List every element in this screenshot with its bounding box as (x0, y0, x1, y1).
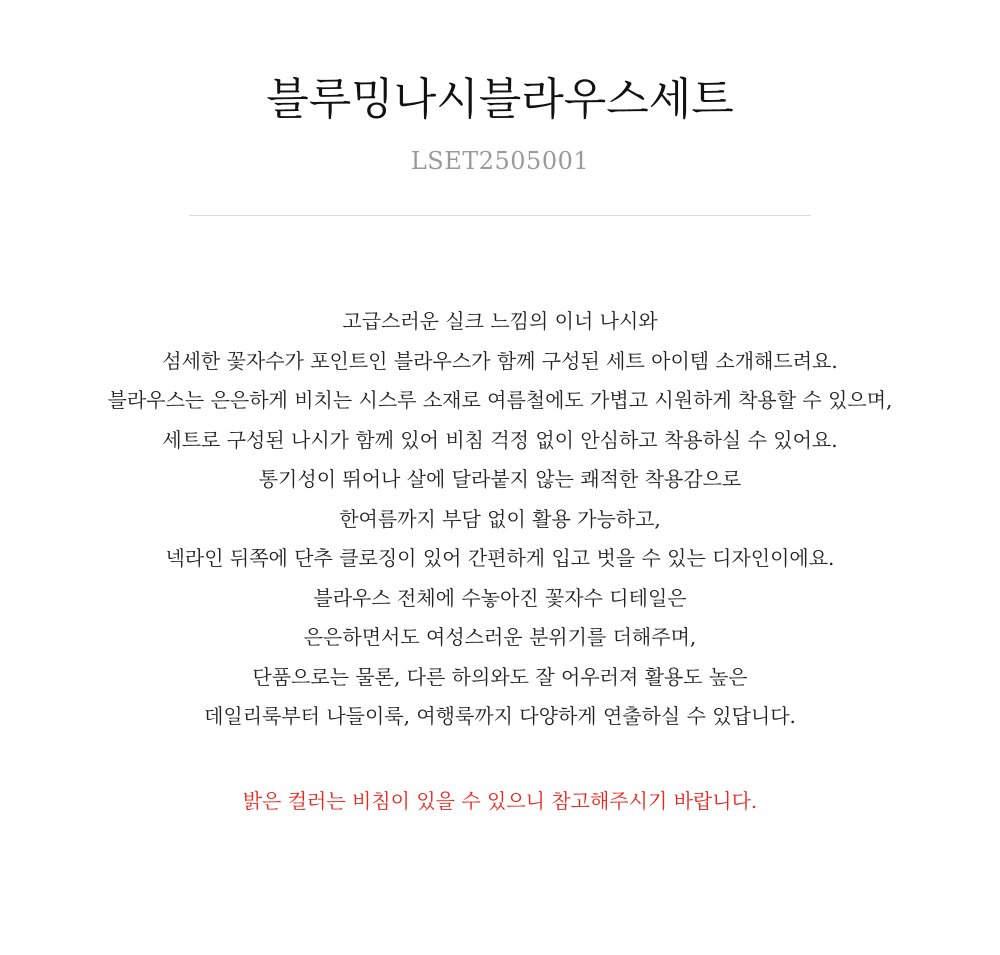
description-line: 은은하면서도 여성스러운 분위기를 더해주며, (303, 625, 697, 649)
description-line: 데일리룩부터 나들이룩, 여행룩까지 다양하게 연출하실 수 있답니다. (204, 704, 796, 728)
product-description (0, 302, 1000, 737)
description-line: 블라우스는 은은하게 비치는 시스루 소재로 여름철에도 가볍고 시원하게 착용할 수 있으며, (107, 388, 893, 412)
description-line: 단품으로는 물론, 다른 하의와도 잘 어우러져 활용도 높은 (252, 664, 748, 689)
description-line: 세트로 구성된 나시가 함께 있어 비침 걱정 없이 안심하고 착용하실 수 있어요. (162, 427, 838, 452)
description-line: 통기성이 뛰어나 살에 달라붙지 않는 쾌적한 착용감으로 (258, 467, 742, 491)
description-line: 블라우스 전체에 수놓아진 꽃자수 디테일은 (313, 585, 687, 610)
title-divider (189, 215, 811, 216)
description-line: 한여름까지 부담 없이 활용 가능하고, (339, 506, 661, 531)
product-code: LSET2505001 (410, 147, 590, 175)
see-through-notice: 밝은 컬러는 비침이 있을 수 있으니 참고해주시기 바랍니다. (242, 789, 758, 813)
description-line: 넥라인 뒤쪽에 단추 클로징이 있어 간편하게 입고 벗을 수 있는 디자인이에요. (165, 546, 835, 570)
description-line: 고급스러운 실크 느낌의 이너 나시와 (342, 309, 658, 333)
product-title: 블루밍나시블라우스세트 (266, 74, 734, 125)
description-line: 섬세한 꽃자수가 포인트인 블라우스가 함께 구성된 세트 아이템 소개해드려요. (162, 348, 838, 373)
